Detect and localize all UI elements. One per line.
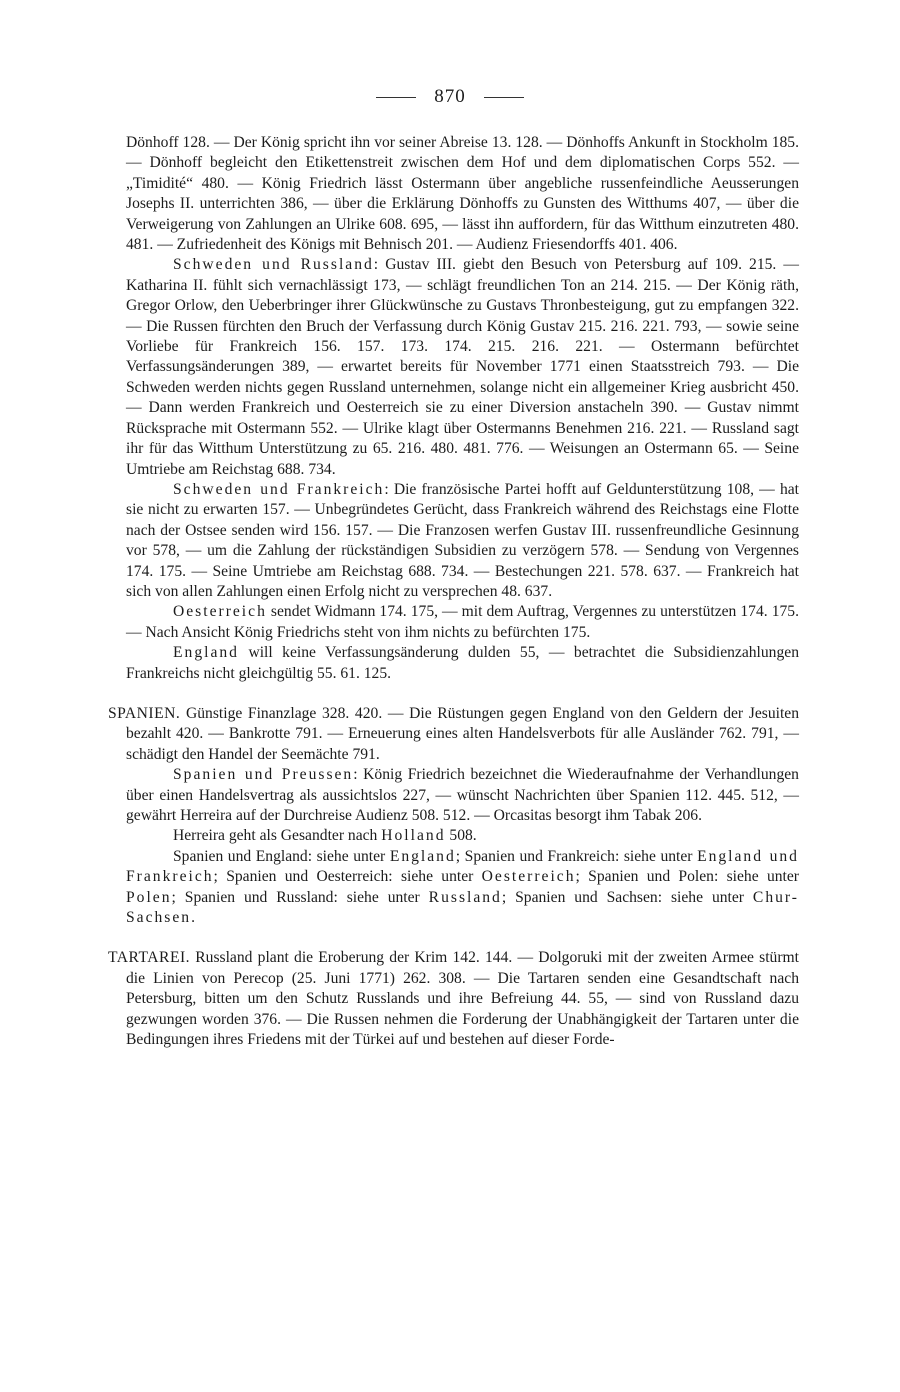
index-entry-paragraph: SPANIEN. Günstige Finanzlage 328. 420. — Die Rüstungen gegen England von den Geldern der Jesuiten bezahlt 420. — Bankrotte 791. — Erneuerung eines alten Handelsverbots für alle Ausländer 762. 791, — schädigt den Handel der Seemächte 791.: [108, 704, 799, 763]
page-number-text: 870: [434, 86, 466, 107]
index-subentry-paragraph: Dönhoff 128. — Der König spricht ihn vor seiner Abreise 13. 128. — Dönhoffs Ankunft in Stockholm 185. — Dönhoff begleicht den Etikettenstreit zwischen dem Hof und dem diplomatischen Corps 552. — „Timidité“ 480. — König Friedrich lässt Ostermann über angebliche russenfeindliche Aeusserungen Josephs II. unterrichten 386, — über die Erklärung Dönhoffs zu Gunsten des Witthums 407, — über die Verweigerung von Zahlungen an Ulrike 608. 695, — lässt ihn auffordern, für das Witthum einzutreten 480. 481. — Zufriedenheit des Königs mit Behnisch 201. — Audienz Friesendorffs 401. 406.: [126, 134, 799, 254]
index-subentry-paragraph: Schweden und Frankreich: Die französische Partei hofft auf Geldunterstützung 108, — hat sie nicht zu erwarten 157. — Unbegründetes Gerücht, dass Frankreich während des Reichstags eine Flotte nach der Ostsee senden wird 156. 157. — Die Franzosen werfen Gustav III. russenfreundliche Gesinnung vor 578, — um die Zahlung der rückständigen Subsidien zu verzögern 578. — Sendung von Vergennes 174. 175. — Seine Umtriebe am Reichstag 688. 734. — Bestechungen 221. 578. 637. — Frankreich hat sich von allen Zahlungen einen Erfolg nicht zu versprechen 48. 637.: [126, 480, 799, 600]
index-subentry-paragraph: Spanien und Preussen: König Friedrich bezeichnet die Wiederaufnahme der Verhandlungen über einen Handelsvertrag als aussichtslos 227, — wünscht Nachrichten über Spanien 112. 445. 512, — gewährt Herreira auf der Durchreise Audienz 508. 512. — Orcasitas besorgt ihm Tabak 206.: [126, 766, 799, 824]
index-subentry-paragraph: Oesterreich sendet Widmann 174. 175, — mit dem Auftrag, Vergennes zu unterstützen 174. 175. — Nach Ansicht König Friedrichs steht von ihm nichts zu befürchten 175.: [126, 603, 799, 641]
index-subentry-paragraph: Schweden und Russland: Gustav III. giebt den Besuch von Petersburg auf 109. 215. — Katharina II. fühlt sich vernachlässigt 173, — schlägt freundlichen Ton an 214. 215. — Der König räth, Gregor Orlow, den Ueberbringer ihrer Glückwünsche zu Gustavs Thronbesteigung, gut zu empfangen 322. — Die Russen fürchten den Bruch der Verfassung durch König Gustav 215. 216. 221. 793, — sowie seine Vorliebe für Frankreich 156. 157. 173. 174. 215. 216. 221. — Ostermann befürchtet Verfassungsänderungen 389, — erwartet bereits für November 1771 einen Staatsstreich 793. — Die Schweden werden nichts gegen Russland unternehmen, solange nicht ein allgemeiner Krieg ausbricht 450. — Dann werden Frankreich und Oesterreich sie zu einer Diversion anstacheln 390. — Gustav nimmt Rücksprache mit Ostermann 552. — Ulrike klagt über Ostermanns Benehmen 216. 221. — Russland sagt ihr für das Witthum Unterstützung zu 65. 216. 480. 481. 776. — Weisungen an Ostermann 65. — Seine Umtriebe am Reichstag 688. 734.: [126, 256, 799, 478]
index-subentry-paragraph: Spanien und England: siehe unter England; Spanien und Frankreich: siehe unter England und Frankreich; Spanien und Oesterreich: siehe unter Oesterreich; Spanien und Polen: siehe unter Polen; Spanien und Russland: siehe unter Russland; Spanien und Sachsen: siehe unter Chur-Sachsen.: [126, 847, 799, 927]
page-number: [0, 86, 900, 108]
index-text-block: [108, 133, 799, 1050]
index-subentry-paragraph: Herreira geht als Gesandter nach Holland 508.: [173, 827, 477, 845]
folio-rule-right: [484, 97, 524, 98]
index-entry-paragraph: TARTAREI. Russland plant die Eroberung der Krim 142. 144. — Dolgoruki mit der zweiten Armee stürmt die Linien von Perecop (25. Juni 1771) 262. 308. — Die Tartaren senden eine Gesandtschaft nach Petersburg, bitten um den Schutz Russlands und ihre Befreiung 44. 55, — sind von Russland dazu gezwungen worden 376. — Die Russen nehmen die Forderung der Unabhängigkeit der Tartaren unter die Bedingungen ihres Friedens mit der Türkei auf und bestehen auf dieser Forde-: [108, 949, 799, 1049]
index-subentry-paragraph: England will keine Verfassungsänderung dulden 55, — betrachtet die Subsidienzahlungen Frankreichs nicht gleichgültig 55. 61. 125.: [126, 644, 799, 682]
folio-rule-left: [376, 97, 416, 98]
